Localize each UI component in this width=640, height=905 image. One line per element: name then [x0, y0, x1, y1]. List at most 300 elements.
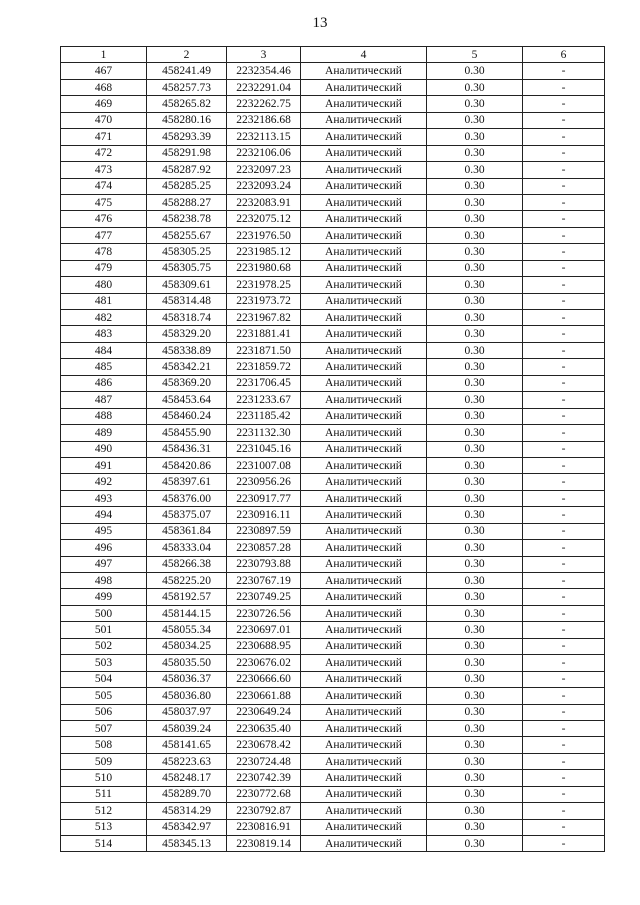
- point-number-cell: 511: [61, 786, 147, 802]
- table-header-row: [61, 47, 605, 63]
- table-row: [61, 96, 605, 112]
- table-row: [61, 819, 605, 835]
- y-coordinate-cell: 2230917.77: [227, 490, 301, 506]
- point-number-cell: 498: [61, 573, 147, 589]
- note-cell: -: [523, 441, 605, 457]
- note-cell: -: [523, 770, 605, 786]
- y-coordinate-cell: 2232291.04: [227, 79, 301, 95]
- y-coordinate-cell: 2231978.25: [227, 277, 301, 293]
- note-cell: -: [523, 540, 605, 556]
- x-coordinate-cell: 458037.97: [147, 704, 227, 720]
- table-row: [61, 112, 605, 128]
- table-row: [61, 638, 605, 654]
- method-cell: Аналитический: [301, 770, 427, 786]
- table-row: [61, 474, 605, 490]
- point-number-cell: 514: [61, 836, 147, 852]
- method-cell: Аналитический: [301, 457, 427, 473]
- note-cell: -: [523, 96, 605, 112]
- point-number-cell: 484: [61, 342, 147, 358]
- point-number-cell: 486: [61, 375, 147, 391]
- error-value-cell: 0.30: [427, 523, 523, 539]
- y-coordinate-cell: 2232186.68: [227, 112, 301, 128]
- note-cell: -: [523, 786, 605, 802]
- error-value-cell: 0.30: [427, 293, 523, 309]
- table-row: [61, 457, 605, 473]
- point-number-cell: 475: [61, 194, 147, 210]
- error-value-cell: 0.30: [427, 277, 523, 293]
- table-row: [61, 145, 605, 161]
- note-cell: -: [523, 457, 605, 473]
- point-number-cell: 497: [61, 556, 147, 572]
- x-coordinate-cell: 458318.74: [147, 310, 227, 326]
- table-row: [61, 490, 605, 506]
- error-value-cell: 0.30: [427, 441, 523, 457]
- method-cell: Аналитический: [301, 474, 427, 490]
- point-number-cell: 469: [61, 96, 147, 112]
- point-number-cell: 500: [61, 605, 147, 621]
- method-cell: Аналитический: [301, 194, 427, 210]
- table-row: [61, 129, 605, 145]
- point-number-cell: 513: [61, 819, 147, 835]
- table-row: [61, 227, 605, 243]
- x-coordinate-cell: 458248.17: [147, 770, 227, 786]
- note-cell: -: [523, 112, 605, 128]
- point-number-cell: 483: [61, 326, 147, 342]
- y-coordinate-cell: 2230697.01: [227, 622, 301, 638]
- y-coordinate-cell: 2230956.26: [227, 474, 301, 490]
- error-value-cell: 0.30: [427, 786, 523, 802]
- note-cell: -: [523, 605, 605, 621]
- y-coordinate-cell: 2232354.46: [227, 63, 301, 79]
- y-coordinate-cell: 2230816.91: [227, 819, 301, 835]
- point-number-cell: 491: [61, 457, 147, 473]
- error-value-cell: 0.30: [427, 803, 523, 819]
- y-coordinate-cell: 2232106.06: [227, 145, 301, 161]
- error-value-cell: 0.30: [427, 474, 523, 490]
- y-coordinate-cell: 2231980.68: [227, 260, 301, 276]
- y-coordinate-cell: 2230726.56: [227, 605, 301, 621]
- y-coordinate-cell: 2231706.45: [227, 375, 301, 391]
- error-value-cell: 0.30: [427, 162, 523, 178]
- y-coordinate-cell: 2230666.60: [227, 671, 301, 687]
- x-coordinate-cell: 458361.84: [147, 523, 227, 539]
- method-cell: Аналитический: [301, 638, 427, 654]
- note-cell: -: [523, 129, 605, 145]
- column-header-1: 1: [61, 47, 147, 63]
- point-number-cell: 472: [61, 145, 147, 161]
- method-cell: Аналитический: [301, 63, 427, 79]
- error-value-cell: 0.30: [427, 375, 523, 391]
- note-cell: -: [523, 753, 605, 769]
- error-value-cell: 0.30: [427, 655, 523, 671]
- table-row: [61, 753, 605, 769]
- x-coordinate-cell: 458436.31: [147, 441, 227, 457]
- x-coordinate-cell: 458314.48: [147, 293, 227, 309]
- point-number-cell: 470: [61, 112, 147, 128]
- point-number-cell: 512: [61, 803, 147, 819]
- table-row: [61, 803, 605, 819]
- point-number-cell: 482: [61, 310, 147, 326]
- error-value-cell: 0.30: [427, 260, 523, 276]
- note-cell: -: [523, 293, 605, 309]
- table-row: [61, 392, 605, 408]
- table-row: [61, 655, 605, 671]
- error-value-cell: 0.30: [427, 326, 523, 342]
- x-coordinate-cell: 458460.24: [147, 408, 227, 424]
- method-cell: Аналитический: [301, 145, 427, 161]
- table-row: [61, 425, 605, 441]
- point-number-cell: 499: [61, 589, 147, 605]
- point-number-cell: 485: [61, 359, 147, 375]
- error-value-cell: 0.30: [427, 392, 523, 408]
- note-cell: -: [523, 638, 605, 654]
- error-value-cell: 0.30: [427, 408, 523, 424]
- error-value-cell: 0.30: [427, 605, 523, 621]
- x-coordinate-cell: 458225.20: [147, 573, 227, 589]
- error-value-cell: 0.30: [427, 194, 523, 210]
- method-cell: Аналитический: [301, 244, 427, 260]
- method-cell: Аналитический: [301, 786, 427, 802]
- error-value-cell: 0.30: [427, 720, 523, 736]
- x-coordinate-cell: 458369.20: [147, 375, 227, 391]
- x-coordinate-cell: 458314.29: [147, 803, 227, 819]
- y-coordinate-cell: 2230649.24: [227, 704, 301, 720]
- error-value-cell: 0.30: [427, 490, 523, 506]
- error-value-cell: 0.30: [427, 819, 523, 835]
- table-row: [61, 605, 605, 621]
- x-coordinate-cell: 458309.61: [147, 277, 227, 293]
- x-coordinate-cell: 458055.34: [147, 622, 227, 638]
- y-coordinate-cell: 2231045.16: [227, 441, 301, 457]
- point-number-cell: 504: [61, 671, 147, 687]
- x-coordinate-cell: 458036.80: [147, 688, 227, 704]
- method-cell: Аналитический: [301, 704, 427, 720]
- error-value-cell: 0.30: [427, 622, 523, 638]
- error-value-cell: 0.30: [427, 556, 523, 572]
- table-row: [61, 277, 605, 293]
- point-number-cell: 467: [61, 63, 147, 79]
- error-value-cell: 0.30: [427, 425, 523, 441]
- table-row: [61, 737, 605, 753]
- note-cell: -: [523, 836, 605, 852]
- x-coordinate-cell: 458376.00: [147, 490, 227, 506]
- note-cell: -: [523, 260, 605, 276]
- method-cell: Аналитический: [301, 836, 427, 852]
- error-value-cell: 0.30: [427, 244, 523, 260]
- method-cell: Аналитический: [301, 260, 427, 276]
- error-value-cell: 0.30: [427, 507, 523, 523]
- column-header-3: 3: [227, 47, 301, 63]
- y-coordinate-cell: 2232097.23: [227, 162, 301, 178]
- method-cell: Аналитический: [301, 211, 427, 227]
- point-number-cell: 503: [61, 655, 147, 671]
- method-cell: Аналитический: [301, 359, 427, 375]
- error-value-cell: 0.30: [427, 129, 523, 145]
- method-cell: Аналитический: [301, 96, 427, 112]
- table-row: [61, 194, 605, 210]
- method-cell: Аналитический: [301, 720, 427, 736]
- note-cell: -: [523, 704, 605, 720]
- method-cell: Аналитический: [301, 589, 427, 605]
- method-cell: Аналитический: [301, 556, 427, 572]
- y-coordinate-cell: 2231976.50: [227, 227, 301, 243]
- y-coordinate-cell: 2231185.42: [227, 408, 301, 424]
- method-cell: Аналитический: [301, 441, 427, 457]
- table-row: [61, 540, 605, 556]
- table-row: [61, 441, 605, 457]
- method-cell: Аналитический: [301, 622, 427, 638]
- method-cell: Аналитический: [301, 310, 427, 326]
- page-number: 13: [312, 15, 328, 31]
- error-value-cell: 0.30: [427, 737, 523, 753]
- note-cell: -: [523, 671, 605, 687]
- point-number-cell: 477: [61, 227, 147, 243]
- y-coordinate-cell: 2230688.95: [227, 638, 301, 654]
- method-cell: Аналитический: [301, 803, 427, 819]
- y-coordinate-cell: 2231967.82: [227, 310, 301, 326]
- table-row: [61, 671, 605, 687]
- table-row: [61, 63, 605, 79]
- error-value-cell: 0.30: [427, 540, 523, 556]
- error-value-cell: 0.30: [427, 96, 523, 112]
- error-value-cell: 0.30: [427, 836, 523, 852]
- point-number-cell: 474: [61, 178, 147, 194]
- table-row: [61, 770, 605, 786]
- coordinates-table: [60, 46, 605, 852]
- note-cell: -: [523, 326, 605, 342]
- y-coordinate-cell: 2230724.48: [227, 753, 301, 769]
- table-row: [61, 375, 605, 391]
- x-coordinate-cell: 458241.49: [147, 63, 227, 79]
- note-cell: -: [523, 392, 605, 408]
- note-cell: -: [523, 194, 605, 210]
- error-value-cell: 0.30: [427, 310, 523, 326]
- method-cell: Аналитический: [301, 655, 427, 671]
- y-coordinate-cell: 2230897.59: [227, 523, 301, 539]
- note-cell: -: [523, 474, 605, 490]
- y-coordinate-cell: 2232262.75: [227, 96, 301, 112]
- table-row: [61, 589, 605, 605]
- point-number-cell: 488: [61, 408, 147, 424]
- method-cell: Аналитический: [301, 605, 427, 621]
- method-cell: Аналитический: [301, 129, 427, 145]
- y-coordinate-cell: 2232113.15: [227, 129, 301, 145]
- point-number-cell: 480: [61, 277, 147, 293]
- point-number-cell: 490: [61, 441, 147, 457]
- y-coordinate-cell: 2230792.87: [227, 803, 301, 819]
- point-number-cell: 502: [61, 638, 147, 654]
- note-cell: -: [523, 803, 605, 819]
- point-number-cell: 509: [61, 753, 147, 769]
- table-row: [61, 556, 605, 572]
- y-coordinate-cell: 2231859.72: [227, 359, 301, 375]
- note-cell: -: [523, 720, 605, 736]
- y-coordinate-cell: 2232075.12: [227, 211, 301, 227]
- error-value-cell: 0.30: [427, 573, 523, 589]
- x-coordinate-cell: 458333.04: [147, 540, 227, 556]
- note-cell: -: [523, 277, 605, 293]
- y-coordinate-cell: 2230749.25: [227, 589, 301, 605]
- x-coordinate-cell: 458039.24: [147, 720, 227, 736]
- x-coordinate-cell: 458036.37: [147, 671, 227, 687]
- error-value-cell: 0.30: [427, 704, 523, 720]
- point-number-cell: 506: [61, 704, 147, 720]
- y-coordinate-cell: 2230857.28: [227, 540, 301, 556]
- table-row: [61, 523, 605, 539]
- method-cell: Аналитический: [301, 392, 427, 408]
- table-row: [61, 786, 605, 802]
- note-cell: -: [523, 375, 605, 391]
- x-coordinate-cell: 458305.25: [147, 244, 227, 260]
- method-cell: Аналитический: [301, 573, 427, 589]
- error-value-cell: 0.30: [427, 589, 523, 605]
- x-coordinate-cell: 458455.90: [147, 425, 227, 441]
- point-number-cell: 495: [61, 523, 147, 539]
- method-cell: Аналитический: [301, 293, 427, 309]
- error-value-cell: 0.30: [427, 63, 523, 79]
- note-cell: -: [523, 162, 605, 178]
- y-coordinate-cell: 2230767.19: [227, 573, 301, 589]
- x-coordinate-cell: 458288.27: [147, 194, 227, 210]
- note-cell: -: [523, 490, 605, 506]
- note-cell: -: [523, 622, 605, 638]
- column-header-2: 2: [147, 47, 227, 63]
- y-coordinate-cell: 2230772.68: [227, 786, 301, 802]
- error-value-cell: 0.30: [427, 638, 523, 654]
- x-coordinate-cell: 458035.50: [147, 655, 227, 671]
- note-cell: -: [523, 573, 605, 589]
- method-cell: Аналитический: [301, 112, 427, 128]
- x-coordinate-cell: 458453.64: [147, 392, 227, 408]
- y-coordinate-cell: 2231973.72: [227, 293, 301, 309]
- y-coordinate-cell: 2230676.02: [227, 655, 301, 671]
- point-number-cell: 473: [61, 162, 147, 178]
- note-cell: -: [523, 819, 605, 835]
- error-value-cell: 0.30: [427, 359, 523, 375]
- point-number-cell: 508: [61, 737, 147, 753]
- x-coordinate-cell: 458285.25: [147, 178, 227, 194]
- y-coordinate-cell: 2231007.08: [227, 457, 301, 473]
- error-value-cell: 0.30: [427, 770, 523, 786]
- error-value-cell: 0.30: [427, 211, 523, 227]
- table-row: [61, 836, 605, 852]
- table-row: [61, 293, 605, 309]
- y-coordinate-cell: 2230661.88: [227, 688, 301, 704]
- y-coordinate-cell: 2232083.91: [227, 194, 301, 210]
- y-coordinate-cell: 2231985.12: [227, 244, 301, 260]
- note-cell: -: [523, 589, 605, 605]
- x-coordinate-cell: 458238.78: [147, 211, 227, 227]
- table-row: [61, 310, 605, 326]
- error-value-cell: 0.30: [427, 145, 523, 161]
- y-coordinate-cell: 2230742.39: [227, 770, 301, 786]
- column-header-5: 5: [427, 47, 523, 63]
- column-header-6: 6: [523, 47, 605, 63]
- point-number-cell: 478: [61, 244, 147, 260]
- x-coordinate-cell: 458289.70: [147, 786, 227, 802]
- method-cell: Аналитический: [301, 162, 427, 178]
- note-cell: -: [523, 556, 605, 572]
- note-cell: -: [523, 244, 605, 260]
- table-row: [61, 211, 605, 227]
- table-row: [61, 326, 605, 342]
- x-coordinate-cell: 458342.97: [147, 819, 227, 835]
- method-cell: Аналитический: [301, 178, 427, 194]
- method-cell: Аналитический: [301, 326, 427, 342]
- method-cell: Аналитический: [301, 227, 427, 243]
- method-cell: Аналитический: [301, 688, 427, 704]
- error-value-cell: 0.30: [427, 178, 523, 194]
- method-cell: Аналитический: [301, 671, 427, 687]
- note-cell: -: [523, 688, 605, 704]
- x-coordinate-cell: 458329.20: [147, 326, 227, 342]
- table-body: [61, 63, 605, 852]
- y-coordinate-cell: 2231132.30: [227, 425, 301, 441]
- table-row: [61, 79, 605, 95]
- x-coordinate-cell: 458255.67: [147, 227, 227, 243]
- x-coordinate-cell: 458034.25: [147, 638, 227, 654]
- column-header-4: 4: [301, 47, 427, 63]
- note-cell: -: [523, 310, 605, 326]
- table-row: [61, 704, 605, 720]
- point-number-cell: 510: [61, 770, 147, 786]
- error-value-cell: 0.30: [427, 112, 523, 128]
- point-number-cell: 476: [61, 211, 147, 227]
- point-number-cell: 493: [61, 490, 147, 506]
- x-coordinate-cell: 458287.92: [147, 162, 227, 178]
- method-cell: Аналитический: [301, 540, 427, 556]
- method-cell: Аналитический: [301, 523, 427, 539]
- table-row: [61, 408, 605, 424]
- method-cell: Аналитический: [301, 425, 427, 441]
- error-value-cell: 0.30: [427, 342, 523, 358]
- note-cell: -: [523, 737, 605, 753]
- x-coordinate-cell: 458266.38: [147, 556, 227, 572]
- x-coordinate-cell: 458338.89: [147, 342, 227, 358]
- point-number-cell: 471: [61, 129, 147, 145]
- table-row: [61, 573, 605, 589]
- x-coordinate-cell: 458223.63: [147, 753, 227, 769]
- method-cell: Аналитический: [301, 342, 427, 358]
- x-coordinate-cell: 458291.98: [147, 145, 227, 161]
- note-cell: -: [523, 63, 605, 79]
- table-row: [61, 178, 605, 194]
- y-coordinate-cell: 2231871.50: [227, 342, 301, 358]
- x-coordinate-cell: 458280.16: [147, 112, 227, 128]
- error-value-cell: 0.30: [427, 688, 523, 704]
- note-cell: -: [523, 178, 605, 194]
- y-coordinate-cell: 2231881.41: [227, 326, 301, 342]
- error-value-cell: 0.30: [427, 457, 523, 473]
- point-number-cell: 501: [61, 622, 147, 638]
- method-cell: Аналитический: [301, 819, 427, 835]
- table-row: [61, 260, 605, 276]
- point-number-cell: 468: [61, 79, 147, 95]
- note-cell: -: [523, 408, 605, 424]
- method-cell: Аналитический: [301, 277, 427, 293]
- x-coordinate-cell: 458345.13: [147, 836, 227, 852]
- note-cell: -: [523, 359, 605, 375]
- x-coordinate-cell: 458420.86: [147, 457, 227, 473]
- x-coordinate-cell: 458342.21: [147, 359, 227, 375]
- point-number-cell: 479: [61, 260, 147, 276]
- method-cell: Аналитический: [301, 375, 427, 391]
- table-row: [61, 507, 605, 523]
- x-coordinate-cell: 458397.61: [147, 474, 227, 490]
- y-coordinate-cell: 2231233.67: [227, 392, 301, 408]
- point-number-cell: 492: [61, 474, 147, 490]
- y-coordinate-cell: 2230819.14: [227, 836, 301, 852]
